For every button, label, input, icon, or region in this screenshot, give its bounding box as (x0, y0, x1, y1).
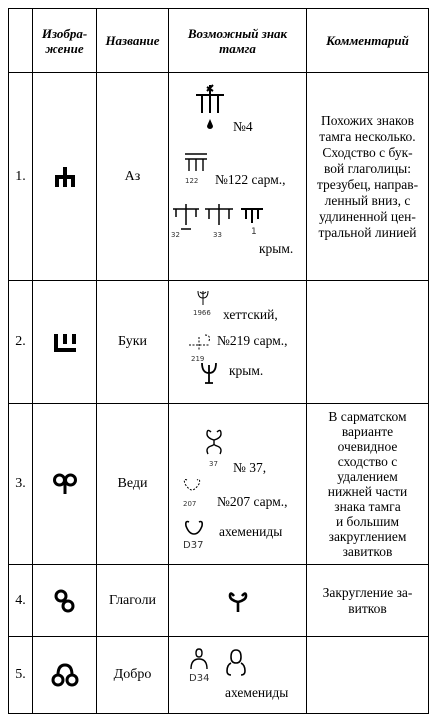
letter-name: Добро (97, 637, 169, 714)
comment-line: знака тамга (334, 499, 401, 514)
letter-image-cell (33, 73, 97, 281)
row-number: 1. (9, 73, 33, 281)
header-number (9, 9, 33, 73)
tamga-text: №219 сарм., (217, 333, 288, 348)
header-image (33, 9, 97, 73)
tamga-1-icon (239, 203, 265, 225)
comment-line: Сходство с бук- (322, 144, 413, 160)
tamga-cell (169, 281, 307, 404)
glagoli-tamga-icon (226, 588, 250, 614)
comment-line: вой глаголицы: (324, 160, 411, 176)
tamga-label: 37 (209, 460, 218, 468)
letter-image-cell (33, 565, 97, 637)
tamga-cell (169, 565, 307, 637)
comment-line: Закругление за- (322, 584, 413, 600)
comment-line: витков (348, 600, 387, 616)
tamga-cell (169, 404, 307, 565)
tamga-label: 1 (251, 227, 257, 237)
achaemenid-tamga-icon (183, 518, 205, 538)
header-tamga (169, 9, 307, 73)
dobro-glyph-icon (50, 662, 80, 688)
comment-cell (307, 637, 429, 714)
row-number: 5. (9, 637, 33, 714)
tamga-text: хеттский, (223, 307, 278, 322)
tamga-label: 1966 (193, 309, 211, 317)
letter-name: Аз (97, 73, 169, 281)
letter-image-cell (33, 404, 97, 565)
tamga-text: №4 (233, 119, 253, 134)
tamga-37-icon (203, 428, 225, 458)
comment-line: нижней части (327, 484, 408, 499)
comment-line: варианте (341, 424, 394, 439)
tamga-122-icon (183, 151, 211, 173)
comment-line: тральной линией (318, 224, 417, 240)
dobro-tamga-icon (225, 647, 247, 677)
dobro-tamga-d34-icon (189, 647, 209, 671)
comment-line: В сарматском (328, 409, 407, 424)
tamga-text: ахемениды (225, 685, 289, 700)
tamga-label: 32 (171, 231, 180, 239)
tamga-label: 33 (213, 231, 222, 239)
glagoli-glyph-icon (52, 588, 78, 614)
tamga-text: №207 сарм., (217, 494, 288, 509)
tamga-32-icon (171, 203, 201, 231)
header-comment: Комментарий (307, 9, 429, 73)
tamga-text: крым. (229, 363, 264, 378)
header-tamga-line2: тамга (219, 40, 256, 56)
table-row (9, 281, 429, 404)
comment-line: завитков (342, 544, 393, 559)
letter-image-cell (33, 281, 97, 404)
tamga-label: 207 (183, 500, 197, 508)
tamga-label: D37 (183, 540, 204, 551)
header-image-line2: жение (45, 40, 84, 56)
tamga-207-icon (181, 476, 203, 494)
tamga-text: крым. (259, 241, 294, 256)
row-number: 3. (9, 404, 33, 565)
comment-line: сходство с (337, 454, 398, 469)
header-tamga-line1: Возможный знак (187, 25, 288, 41)
tamga-comparison-table (8, 8, 429, 714)
comment-line: трезубец, направ- (316, 176, 419, 192)
table-row (9, 565, 429, 637)
comment-line: очевидное (337, 439, 398, 454)
comment-cell (307, 281, 429, 404)
tamga-219-icon (187, 333, 215, 353)
header-image-line1: Изобра- (41, 25, 88, 41)
row-number: 2. (9, 281, 33, 404)
table-row (9, 73, 429, 281)
tamga-cell (169, 637, 307, 714)
letter-image-cell (33, 637, 97, 714)
tamga-label: 219 (191, 355, 205, 363)
comment-line: тамга несколько. (319, 128, 416, 144)
buki-glyph-icon (52, 330, 78, 354)
comment-line: удлиненной цен- (319, 208, 416, 224)
comment-cell (307, 404, 429, 565)
vedi-glyph-icon (52, 472, 78, 496)
letter-name: Веди (97, 404, 169, 565)
tamga-text: № 37, (233, 460, 267, 475)
header-name: Название (97, 9, 169, 73)
comment-line: закруглением (328, 529, 407, 544)
letter-name: Глаголи (97, 565, 169, 637)
tamga-33-icon (203, 203, 235, 231)
row-number: 4. (9, 565, 33, 637)
tamga-text: ахемениды (219, 524, 283, 539)
hittite-tamga-icon (195, 289, 211, 307)
az-glyph-icon (53, 165, 77, 189)
tamga-label: D34 (189, 673, 210, 684)
comment-cell (307, 73, 429, 281)
comment-line: и большим (335, 514, 400, 529)
table-row (9, 404, 429, 565)
comment-cell (307, 565, 429, 637)
comment-line: Похожих знаков (320, 112, 415, 128)
crimean-tamga-icon (199, 359, 219, 385)
tamga-4-icon (193, 81, 227, 131)
tamga-cell (169, 73, 307, 281)
comment-line: ленный вниз, с (324, 192, 411, 208)
table-row (9, 637, 429, 714)
comment-line: удалением (337, 469, 398, 484)
letter-name: Буки (97, 281, 169, 404)
header-row (9, 9, 429, 73)
tamga-text: №122 сарм., (215, 172, 286, 187)
tamga-label: 122 (185, 177, 199, 185)
